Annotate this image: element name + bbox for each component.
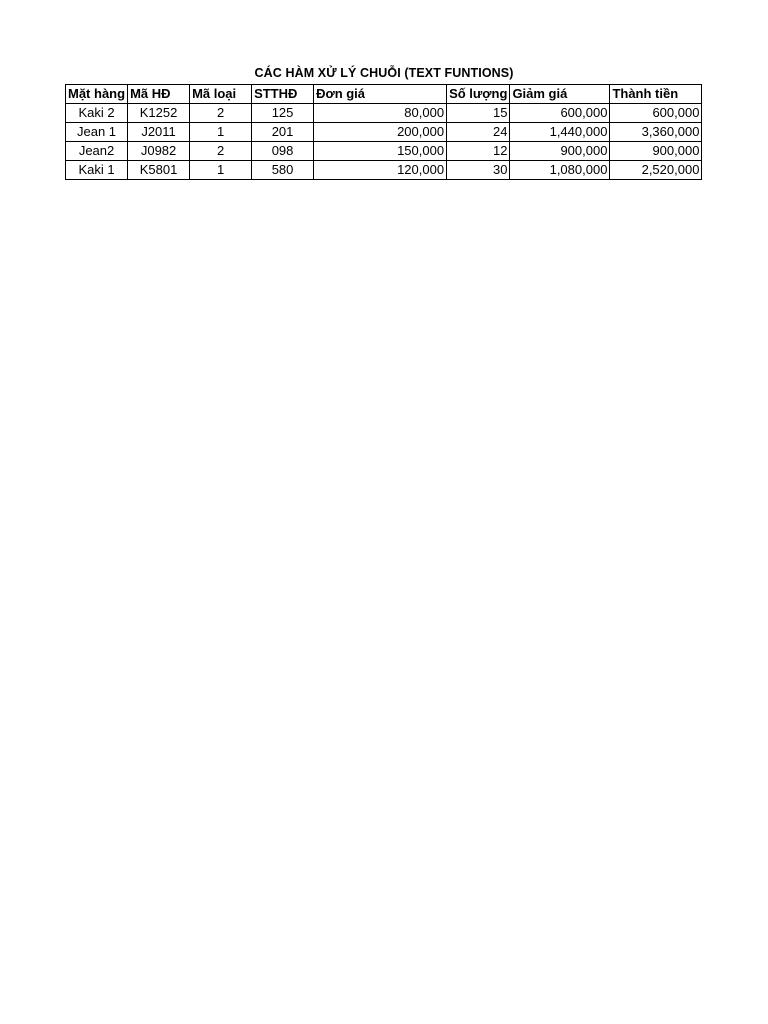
- table-row: [66, 142, 702, 161]
- cell-don-gia[interactable]: 120,000: [314, 161, 447, 180]
- header-stthd[interactable]: STTHĐ: [252, 85, 314, 104]
- cell-ma-hd[interactable]: K1252: [128, 104, 190, 123]
- header-mat-hang[interactable]: Mặt hàng: [66, 85, 128, 104]
- header-ma-loai[interactable]: Mã loại: [190, 85, 252, 104]
- cell-stthd[interactable]: 580: [252, 161, 314, 180]
- cell-ma-hd[interactable]: K5801: [128, 161, 190, 180]
- cell-ma-hd[interactable]: J0982: [128, 142, 190, 161]
- cell-mat-hang[interactable]: Jean 1: [66, 123, 128, 142]
- cell-giam-gia[interactable]: 1,440,000: [510, 123, 610, 142]
- header-don-gia[interactable]: Đơn giá: [314, 85, 447, 104]
- cell-mat-hang[interactable]: Kaki 2: [66, 104, 128, 123]
- cell-stthd[interactable]: 201: [252, 123, 314, 142]
- cell-stthd[interactable]: 125: [252, 104, 314, 123]
- sheet-title: CÁC HÀM XỬ LÝ CHUỖI (TEXT FUNTIONS): [254, 66, 514, 80]
- cell-ma-loai[interactable]: 2: [190, 104, 252, 123]
- header-thanh-tien[interactable]: Thành tiền: [610, 85, 702, 104]
- header-row: [66, 85, 702, 104]
- cell-thanh-tien[interactable]: 600,000: [610, 104, 702, 123]
- cell-ma-loai[interactable]: 1: [190, 123, 252, 142]
- cell-ma-loai[interactable]: 1: [190, 161, 252, 180]
- cell-so-luong[interactable]: 24: [447, 123, 510, 142]
- cell-thanh-tien[interactable]: 2,520,000: [610, 161, 702, 180]
- cell-thanh-tien[interactable]: 900,000: [610, 142, 702, 161]
- cell-don-gia[interactable]: 150,000: [314, 142, 447, 161]
- cell-giam-gia[interactable]: 600,000: [510, 104, 610, 123]
- cell-don-gia[interactable]: 80,000: [314, 104, 447, 123]
- cell-giam-gia[interactable]: 1,080,000: [510, 161, 610, 180]
- data-table: [65, 84, 702, 180]
- cell-giam-gia[interactable]: 900,000: [510, 142, 610, 161]
- table-row: [66, 161, 702, 180]
- cell-mat-hang[interactable]: Kaki 1: [66, 161, 128, 180]
- table-row: [66, 104, 702, 123]
- table-row: [66, 123, 702, 142]
- cell-don-gia[interactable]: 200,000: [314, 123, 447, 142]
- header-ma-hd[interactable]: Mã HĐ: [128, 85, 190, 104]
- cell-thanh-tien[interactable]: 3,360,000: [610, 123, 702, 142]
- cell-so-luong[interactable]: 12: [447, 142, 510, 161]
- header-so-luong[interactable]: Số lượng: [447, 85, 510, 104]
- cell-mat-hang[interactable]: Jean2: [66, 142, 128, 161]
- cell-ma-loai[interactable]: 2: [190, 142, 252, 161]
- cell-so-luong[interactable]: 30: [447, 161, 510, 180]
- header-giam-gia[interactable]: Giảm giá: [510, 85, 610, 104]
- cell-stthd[interactable]: 098: [252, 142, 314, 161]
- cell-so-luong[interactable]: 15: [447, 104, 510, 123]
- cell-ma-hd[interactable]: J2011: [128, 123, 190, 142]
